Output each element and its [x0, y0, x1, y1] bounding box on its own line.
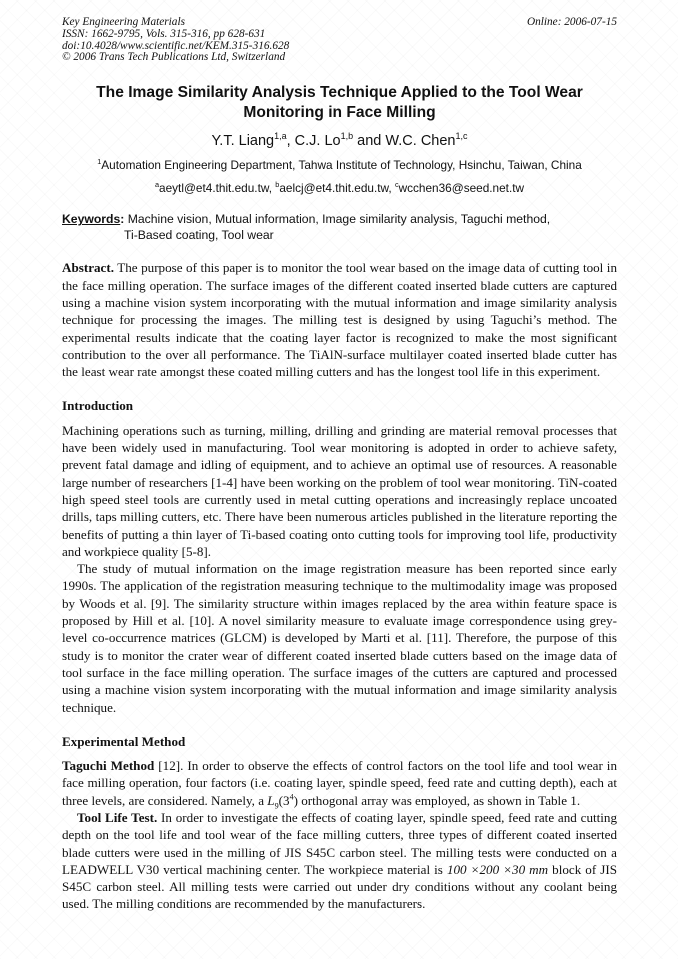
section-heading-introduction: Introduction [62, 398, 134, 414]
affiliation-line: $^1$Automation Engineering Department, Tahwa Institute of Technology, Hsinchu, Taiwan, China [97, 157, 582, 173]
keywords-line: Keywords: Machine vision, Mutual information, Image similarity analysis, Taguchi method, Ti-Based coating, Tool wear [62, 212, 551, 242]
author-emails: $^a$aeytl@et4.thit.edu.tw, $^b$aelcj@et4.thit.edu.tw, $^c$wcchen36@seed.net.tw [154, 180, 525, 196]
section-heading-experimental-method: Experimental Method [62, 733, 186, 749]
journal-info-block [62, 17, 289, 64]
journal-copyright-line: © 2006 Trans Tech Publications Ltd, Switzerland [62, 51, 286, 64]
tool-life-test-paragraph: Tool Life Test. In order to investigate the effects of coating layer, spindle speed, feed rate and cutting depth on the tool life and tool wear of the face milling cutters, three types of different coated inserted blade cutters were used in the milling of JIS S45C carbon steel. The milling tests were conducted on a LEADWELL V30 vertical machining center. The workpiece material is 100 ×200 ×30 mm block of JIS S45C carbon steel. All milling tests were carried out under dry conditions without any coolant being used. The milling conditions are recommended by the manufacturers. [62, 809, 618, 912]
online-date: Online: 2006-07-15 [526, 16, 617, 28]
introduction-paragraph-1: Machining operations such as turning, milling, drilling and grinding are material removal processes that have been widely used in manufacturing. Tool wear monitoring is adopted in order to achieve safety, prevent fatal damage and idling of equipment, and to achieve an optimal use of resources. A reasonable large number of researchers [1-4] have been working on the problem of tool wear monitoring. TiN-coated high speed steel tools are currently used in metal cutting operations and increasingly replace uncoated drills, taps milling cutters, etc. There have been numerous articles published in the literature reporting the benefits of putting a thin layer of Ti-based coating onto cutting tools for improving tool life, productivity and workpiece quality [5-8]. [62, 422, 617, 559]
taguchi-method-paragraph: Taguchi Method [12]. In order to observe the effects of control factors on the tool life and tool wear in face milling operation, four factors (i.e. coating layer, spindle speed, feed rate and cutting depth), each at three levels, are considered. Namely, a $L_9(3^4)$ orthogonal array was employed, as shown in Table 1. [62, 758, 617, 811]
page-header [62, 17, 617, 64]
journal-doi-line: doi:10.4028/www.scientific.net/KEM.315-316.628 [62, 39, 290, 52]
authors-line: Y.T. Liang$^{1,a}$, C.J. Lo$^{1,b}$ and W.C. Chen$^{1,c}$ [211, 131, 468, 150]
journal-name: Key Engineering Materials [62, 16, 185, 28]
paper-title: The Image Similarity Analysis Technique Applied to the Tool Wear Monitoring in Face Milling [96, 84, 583, 121]
journal-issn-line: ISSN: 1662-9795, Vols. 315-316, pp 628-631 [62, 27, 266, 40]
paper-body [62, 259, 617, 912]
abstract-paragraph: Abstract. The purpose of this paper is to monitor the tool wear based on the image data of cutting tool in the face milling operation. The surface images of the different coated inserted blade cutters are captured using a machine vision system incorporating with the mutual information and image similarity analysis technique for processing the images. The milling test is designed by using Taguchi’s method. The experimental results indicate that the coating layer factor is recognized to make the most significant contribution to the over all performance. The TiAlN-surface multilayer coated inserted blade cutter has the least wear rate amongst these coated milling cutters and has the longest tool life in this experiment. [62, 260, 617, 380]
introduction-paragraph-2: The study of mutual information on the image registration measure has been reported since early 1990s. The application of the registration measuring technique to the multimodality image was proposed by Woods et al. [9]. The similarity structure within images replaced by the area within feature space is proposed by Hill et al. [10]. A novel similarity measure to evaluate image correspondence using grey-level co-occurrence matrices (GLCM) is developed by Marti et al. [11]. Therefore, the purpose of this study is to monitor the crater wear of different coated inserted blade cutters based on the image data of tool surface in the face milling operation. The surface images of the cutters are captured and processed using a machine vision system incorporating with the mutual information and image similarity analysis technique. [62, 561, 617, 715]
